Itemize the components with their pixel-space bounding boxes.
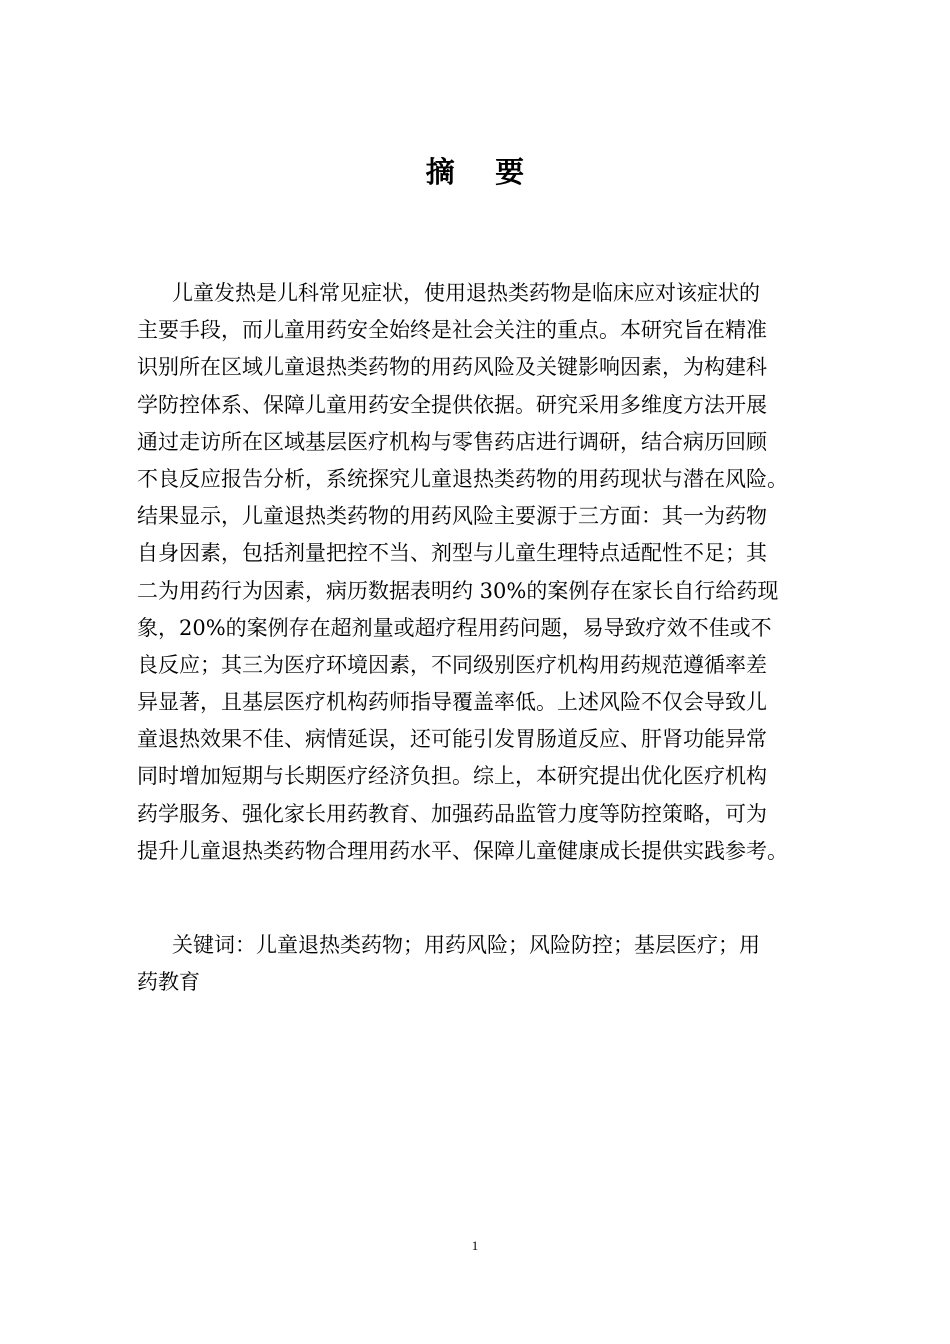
page-number: 1 [471,1238,479,1253]
abstract-line: 象，20%的案例存在超剂量或超疗程用药问题，易导致疗效不佳或不 [137,615,772,640]
abstract-line: 学防控体系、保障儿童用药安全提供依据。研究采用多维度方法开展 [137,392,767,417]
keywords-label: 关键词： [172,933,256,957]
abstract-line: 不良反应报告分析，系统探究儿童退热类药物的用药现状与潜在风险。 [137,466,788,491]
abstract-line: 结果显示，儿童退热类药物的用药风险主要源于三方面：其一为药物 [137,504,767,529]
abstract-line: 主要手段，而儿童用药安全始终是社会关注的重点。本研究旨在精准 [137,318,767,343]
abstract-line: 二为用药行为因素，病历数据表明约 30%的案例存在家长自行给药现 [137,578,779,603]
abstract-line: 同时增加短期与长期医疗经济负担。综上，本研究提出优化医疗机构 [137,764,767,789]
abstract-line: 提升儿童退热类药物合理用药水平、保障儿童健康成长提供实践参考。 [137,838,788,863]
abstract-line: 良反应；其三为医疗环境因素，不同级别医疗机构用药规范遵循率差 [137,652,767,677]
abstract-line: 异显著，且基层医疗机构药师指导覆盖率低。上述风险不仅会导致儿 [137,690,767,715]
keywords-section [137,927,821,1001]
abstract-body [137,275,821,870]
abstract-line: 童退热效果不佳、病情延误，还可能引发胃肠道反应、肝肾功能异常 [137,727,767,752]
abstract-line: 儿童发热是儿科常见症状，使用退热类药物是临床应对该症状的 [172,281,760,305]
abstract-line: 识别所在区域儿童退热类药物的用药风险及关键影响因素，为构建科 [137,355,767,380]
abstract-line: 自身因素，包括剂量把控不当、剂型与儿童生理特点适配性不足；其 [137,541,767,566]
abstract-line: 通过走访所在区域基层医疗机构与零售药店进行调研，结合病历回顾 [137,429,767,454]
abstract-title: 摘 要 [425,155,525,189]
keywords-text: 儿童退热类药物；用药风险；风险防控；基层医疗；用 [256,933,760,957]
keywords-line-continued: 药教育 [137,970,200,995]
abstract-line: 药学服务、强化家长用药教育、加强药品监管力度等防控策略，可为 [137,801,767,826]
keywords-line [137,927,821,964]
